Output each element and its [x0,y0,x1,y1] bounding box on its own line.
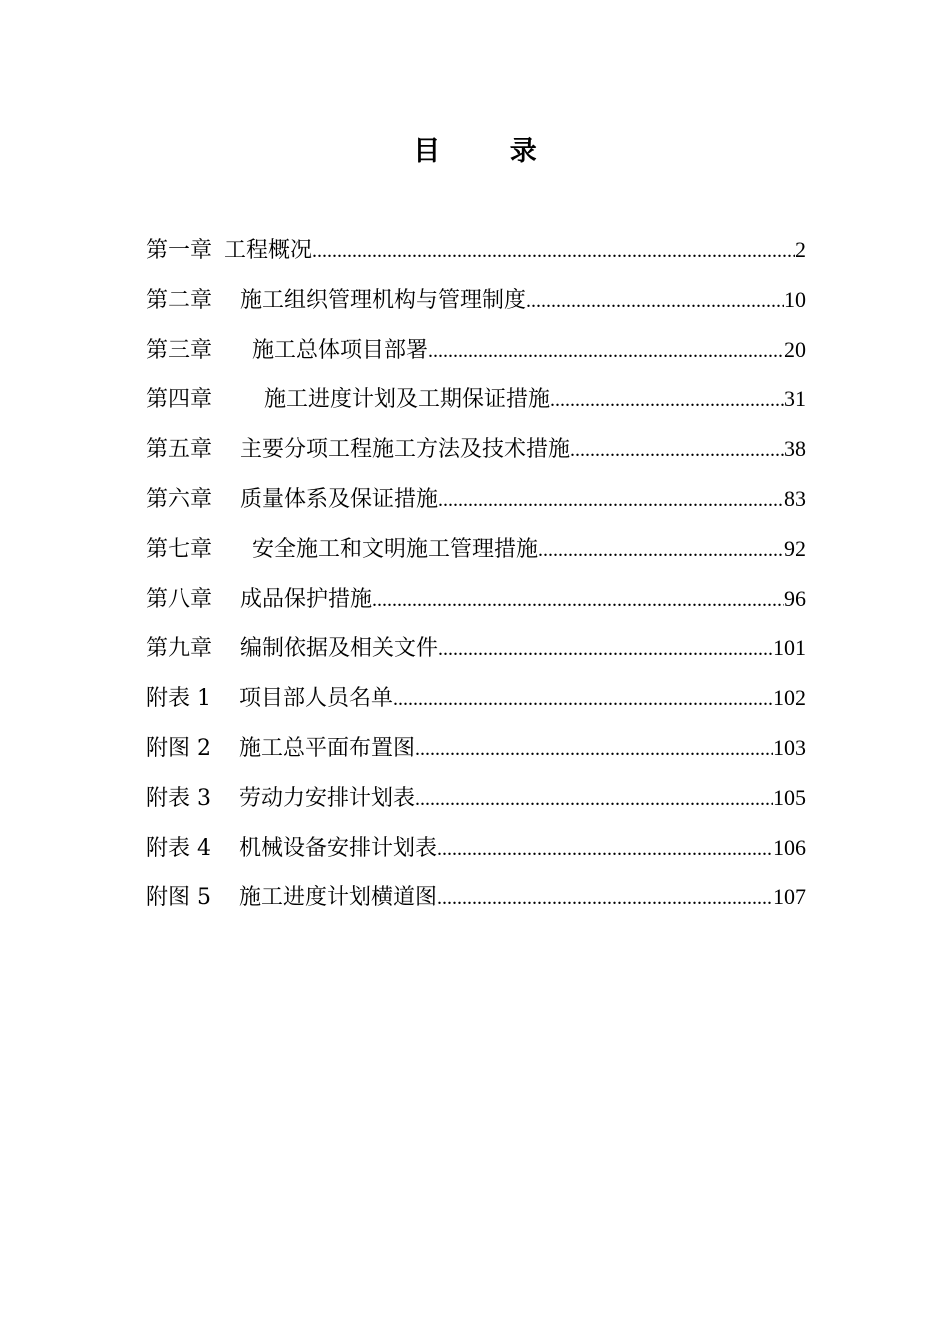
toc-entry-title: 主要分项工程施工方法及技术措施 [240,437,571,463]
toc-entry[interactable] [146,626,806,676]
toc-chapter-label: 第一章 [146,238,213,263]
toc-entry[interactable] [146,228,806,278]
toc-dot-leader [372,578,784,622]
toc-dot-leader [438,478,784,522]
toc-entry[interactable] [146,875,806,925]
toc-dot-leader [437,827,773,871]
toc-page-number: 102 [773,685,806,711]
toc-entry-title: 安全施工和文明施工管理措施 [252,536,539,562]
toc-entry-title: 施工总平面布置图 [239,735,416,761]
toc-entry-title: 机械设备安排计划表 [239,835,438,861]
toc-page-number: 107 [773,884,806,910]
toc-page-number: 83 [784,485,806,511]
toc-chapter-label: 第七章 [146,536,213,562]
toc-entry-title: 劳动力安排计划表 [239,785,416,811]
toc-entry-title: 施工进度计划横道图 [239,885,438,911]
toc-entry[interactable] [146,427,806,477]
toc-chapter-label: 第五章 [146,437,213,463]
toc-list [146,228,806,925]
toc-entry[interactable] [146,577,806,627]
toc-dot-leader [393,677,773,721]
toc-dot-leader [428,329,784,373]
toc-chapter-label: 第六章 [146,486,213,512]
toc-dot-leader [415,727,773,771]
toc-dot-leader [312,229,795,273]
toc-entry-title: 成品保护措施 [240,586,373,612]
toc-chapter-label: 第二章 [146,287,213,313]
toc-page-number: 10 [784,286,806,312]
toc-dot-leader [437,876,773,920]
toc-page-number: 105 [773,784,806,810]
toc-chapter-label: 第三章 [146,337,213,363]
toc-page-number: 31 [784,386,806,412]
toc-dot-leader [538,528,784,572]
toc-entry[interactable] [146,676,806,726]
toc-page-number: 106 [773,834,806,860]
toc-entry-title: 项目部人员名单 [239,686,394,712]
toc-entry-title: 质量体系及保证措施 [240,486,439,512]
toc-appendix-label: 附表 4 [146,835,211,861]
toc-page-number: 38 [784,436,806,462]
toc-entry-title: 施工总体项目部署 [252,337,429,363]
toc-entry[interactable] [146,377,806,427]
toc-entry-title: 工程概况 [224,238,313,263]
toc-entry[interactable] [146,726,806,776]
toc-chapter-label: 第八章 [146,586,213,612]
toc-chapter-label: 第九章 [146,636,213,662]
toc-page-number: 96 [784,585,806,611]
toc-page-number: 2 [795,237,806,262]
toc-entry-title: 编制依据及相关文件 [240,636,439,662]
toc-entry-title: 施工进度计划及工期保证措施 [264,387,551,413]
toc-appendix-label: 附表 3 [146,785,211,811]
toc-page-number: 92 [784,535,806,561]
toc-dot-leader [570,428,784,472]
toc-entry[interactable] [146,776,806,826]
toc-entry-title: 施工组织管理机构与管理制度 [240,287,527,313]
toc-chapter-label: 第四章 [146,387,213,413]
toc-page-number: 103 [773,734,806,760]
toc-appendix-label: 附图 5 [146,885,211,911]
toc-entry[interactable] [146,328,806,378]
toc-entry[interactable] [146,826,806,876]
toc-page-number: 101 [773,635,806,661]
toc-dot-leader [438,627,773,671]
toc-appendix-label: 附表 1 [146,686,211,712]
toc-entry[interactable] [146,527,806,577]
toc-entry[interactable] [146,477,806,527]
toc-dot-leader [415,777,773,821]
toc-entry[interactable] [146,278,806,328]
toc-dot-leader [550,378,784,422]
toc-dot-leader [526,279,784,323]
toc-appendix-label: 附图 2 [146,735,211,761]
toc-title: 目 录 [413,136,567,167]
toc-page-number: 20 [784,336,806,362]
